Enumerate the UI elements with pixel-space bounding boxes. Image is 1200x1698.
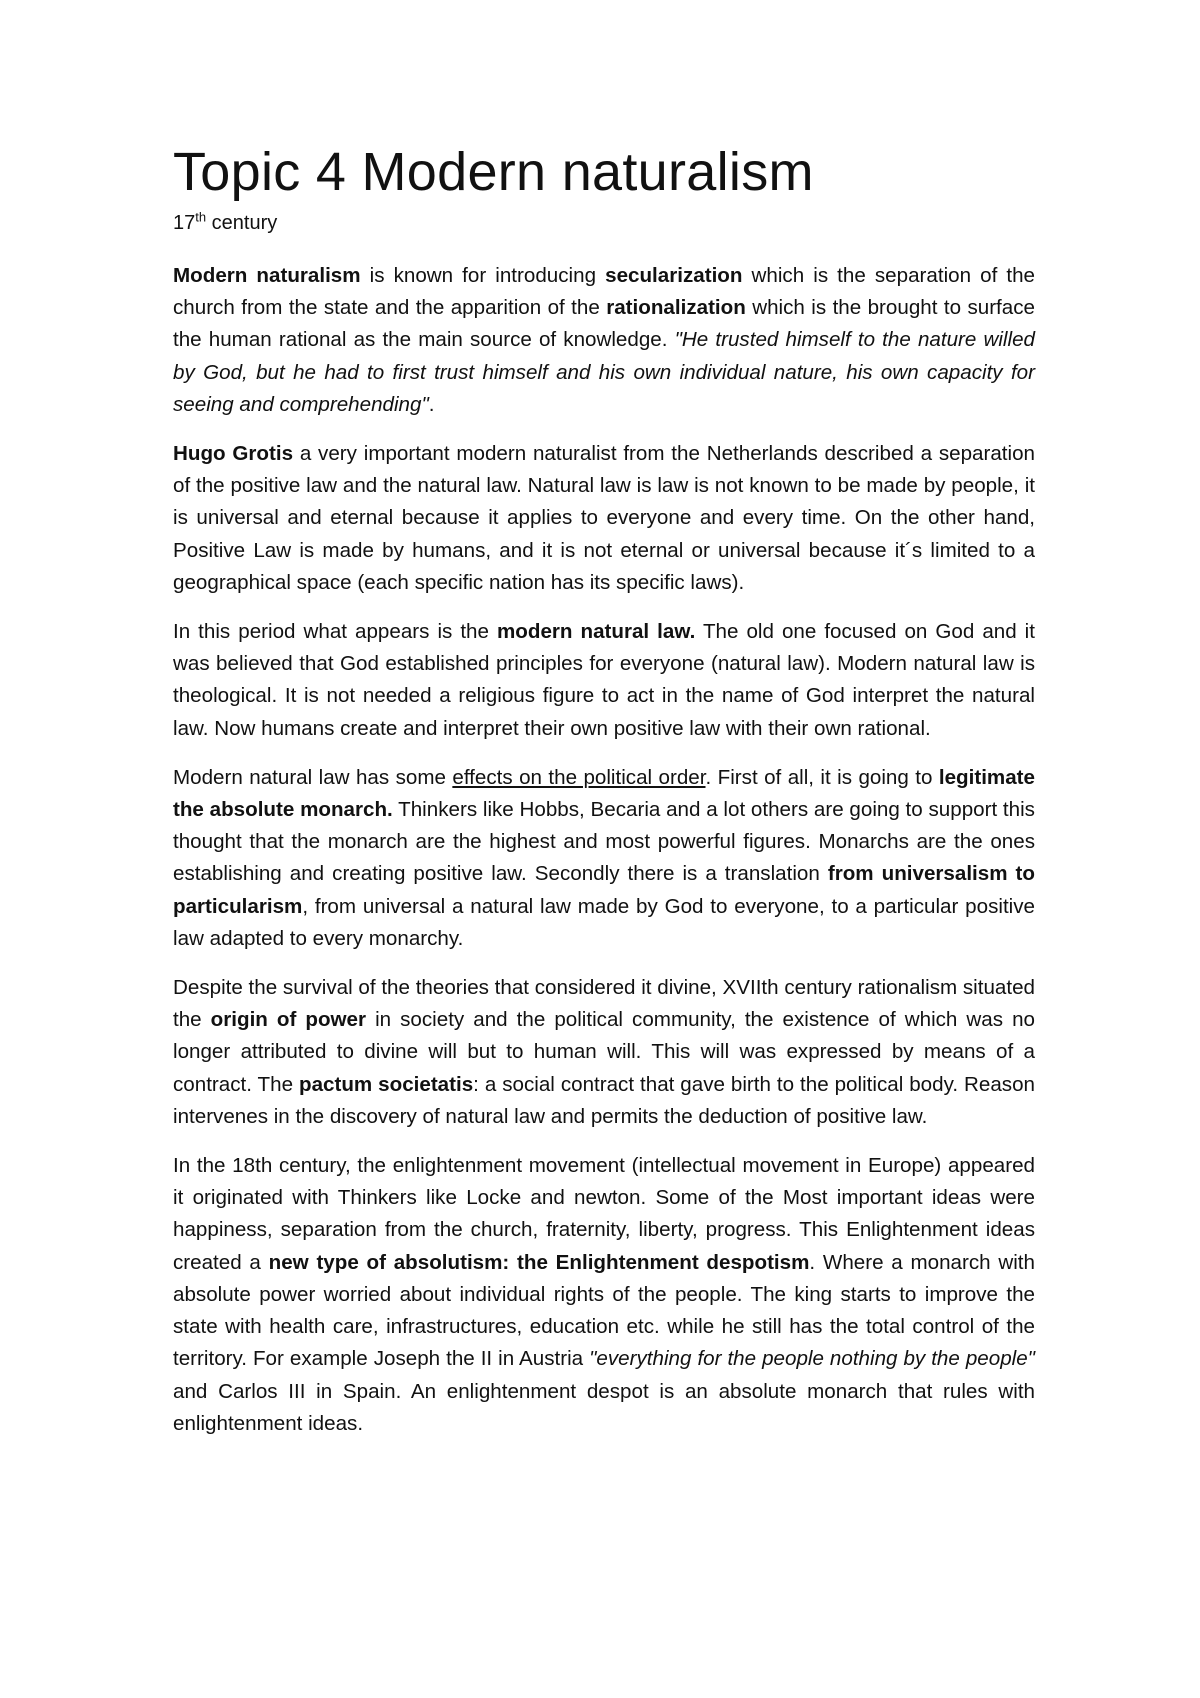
- century-subtitle: [173, 208, 1035, 238]
- term-universalism-particularism: from universalism to particularism: [173, 862, 1035, 918]
- paragraph-origin-of-power: [173, 972, 1035, 1133]
- paragraph-text: which is the separation of the church from the state and the apparition of the: [173, 264, 1035, 320]
- term-enlightenment-despotism: new type of absolutism: the Enlightenment despotism: [268, 1250, 810, 1274]
- paragraph-text: . Where a monarch with absolute power worried about individual rights of the people. The king starts to improve the state with health care, infrastructures, education etc. while he still has the total control of the territory. For example Joseph the II in Austria: [173, 1250, 1035, 1371]
- paragraph-modern-naturalism: [173, 260, 1035, 421]
- page-title: Topic 4 Modern naturalism: [173, 142, 814, 202]
- century-word: century: [206, 212, 278, 234]
- paragraph-text: .: [428, 392, 435, 416]
- paragraph-text: In this period what appears is the: [173, 620, 497, 644]
- term-rationalization: rationalization: [606, 296, 746, 320]
- paragraph-text: The old one focused on God and it was believed that God established principles for everyone (natural law). Modern natural law is theological. It is not needed a religious figure to act in the name of God interpret the natural law. Now humans create and interpret their own positive law with their own rational.: [173, 620, 1035, 740]
- paragraph-text: Thinkers like Hobbs, Becaria and a lot others are going to support this thought that the monarch are the highest and most powerful figures. Monarchs are the ones establishing and creating positive law. Secondly there is a translation: [173, 798, 1035, 886]
- term-effects-political-order: effects on the political order: [452, 765, 706, 789]
- term-secularization: secularization: [605, 264, 743, 287]
- paragraph-text: , from universal a natural law made by God to everyone, to a particular positive law adapted to every monarchy.: [173, 894, 1035, 950]
- paragraph-text: : a social contract that gave birth to the political body. Reason intervenes in the discovery of natural law and permits the deduction of positive law.: [173, 1072, 1035, 1128]
- document-body: [173, 140, 1035, 1457]
- term-hugo-grotis: Hugo Grotis: [173, 442, 294, 466]
- paragraph-text: In the 18th century, the enlightenment movement (intellectual movement in Europe) appeared it originated with Thinkers like Locke and newton. Some of the Most important ideas were happiness, separation from the church, fraternity, liberty, progress. This Enlightenment ideas created a: [173, 1154, 1035, 1274]
- paragraph-enlightenment: [173, 1150, 1035, 1440]
- paragraph-text: is known for introducing: [360, 264, 606, 287]
- paragraph-modern-natural-law: [173, 616, 1035, 745]
- paragraph-text: a very important modern naturalist from the Netherlands described a separation of the positive law and the natural law. Natural law is law is not known to be made by people, it is universal and eternal because it applies to everyone and every time. On the other hand, Positive Law is made by humans, and it is not eternal or universal because it´s limited to a geographical space (each specific nation has its specific laws).: [173, 442, 1035, 594]
- term-origin-of-power: origin of power: [210, 1008, 367, 1032]
- paragraph-text: . First of all, it is going to: [705, 765, 939, 789]
- term-modern-natural-law: modern natural law.: [496, 620, 696, 644]
- term-modern-naturalism: Modern naturalism: [173, 264, 361, 287]
- paragraph-text: Modern natural law has some: [173, 765, 453, 789]
- quote-everything-for-the-people: "everything for the people nothing by the people": [589, 1347, 1035, 1371]
- paragraph-hugo-grotis: [173, 438, 1035, 599]
- term-pactum-societatis: pactum societatis: [298, 1072, 474, 1096]
- century-suffix: th: [195, 209, 207, 225]
- paragraph-text: Despite the survival of the theories that considered it divine, XVIIth century rationalism situated the: [173, 976, 1035, 1032]
- paragraph-text: and Carlos III in Spain. An enlightenment despot is an absolute monarch that rules with enlightenment ideas.: [173, 1379, 1035, 1435]
- quote-trusted-himself: "He trusted himself to the nature willed by God, but he had to first trust himself and his own individual nature, his own capacity for seeing and comprehending": [173, 328, 1035, 416]
- paragraph-text: which is the brought to surface the human rational as the main source of knowledge.: [173, 296, 1035, 352]
- century-number: 17: [173, 212, 196, 234]
- term-legitimate-absolute-monarch: legitimate the absolute monarch.: [173, 765, 1035, 822]
- paragraph-political-order: [173, 762, 1035, 955]
- paragraph-text: in society and the political community, the existence of which was no longer attributed to divine will but to human will. This will was expressed by means of a contract. The: [173, 1008, 1035, 1096]
